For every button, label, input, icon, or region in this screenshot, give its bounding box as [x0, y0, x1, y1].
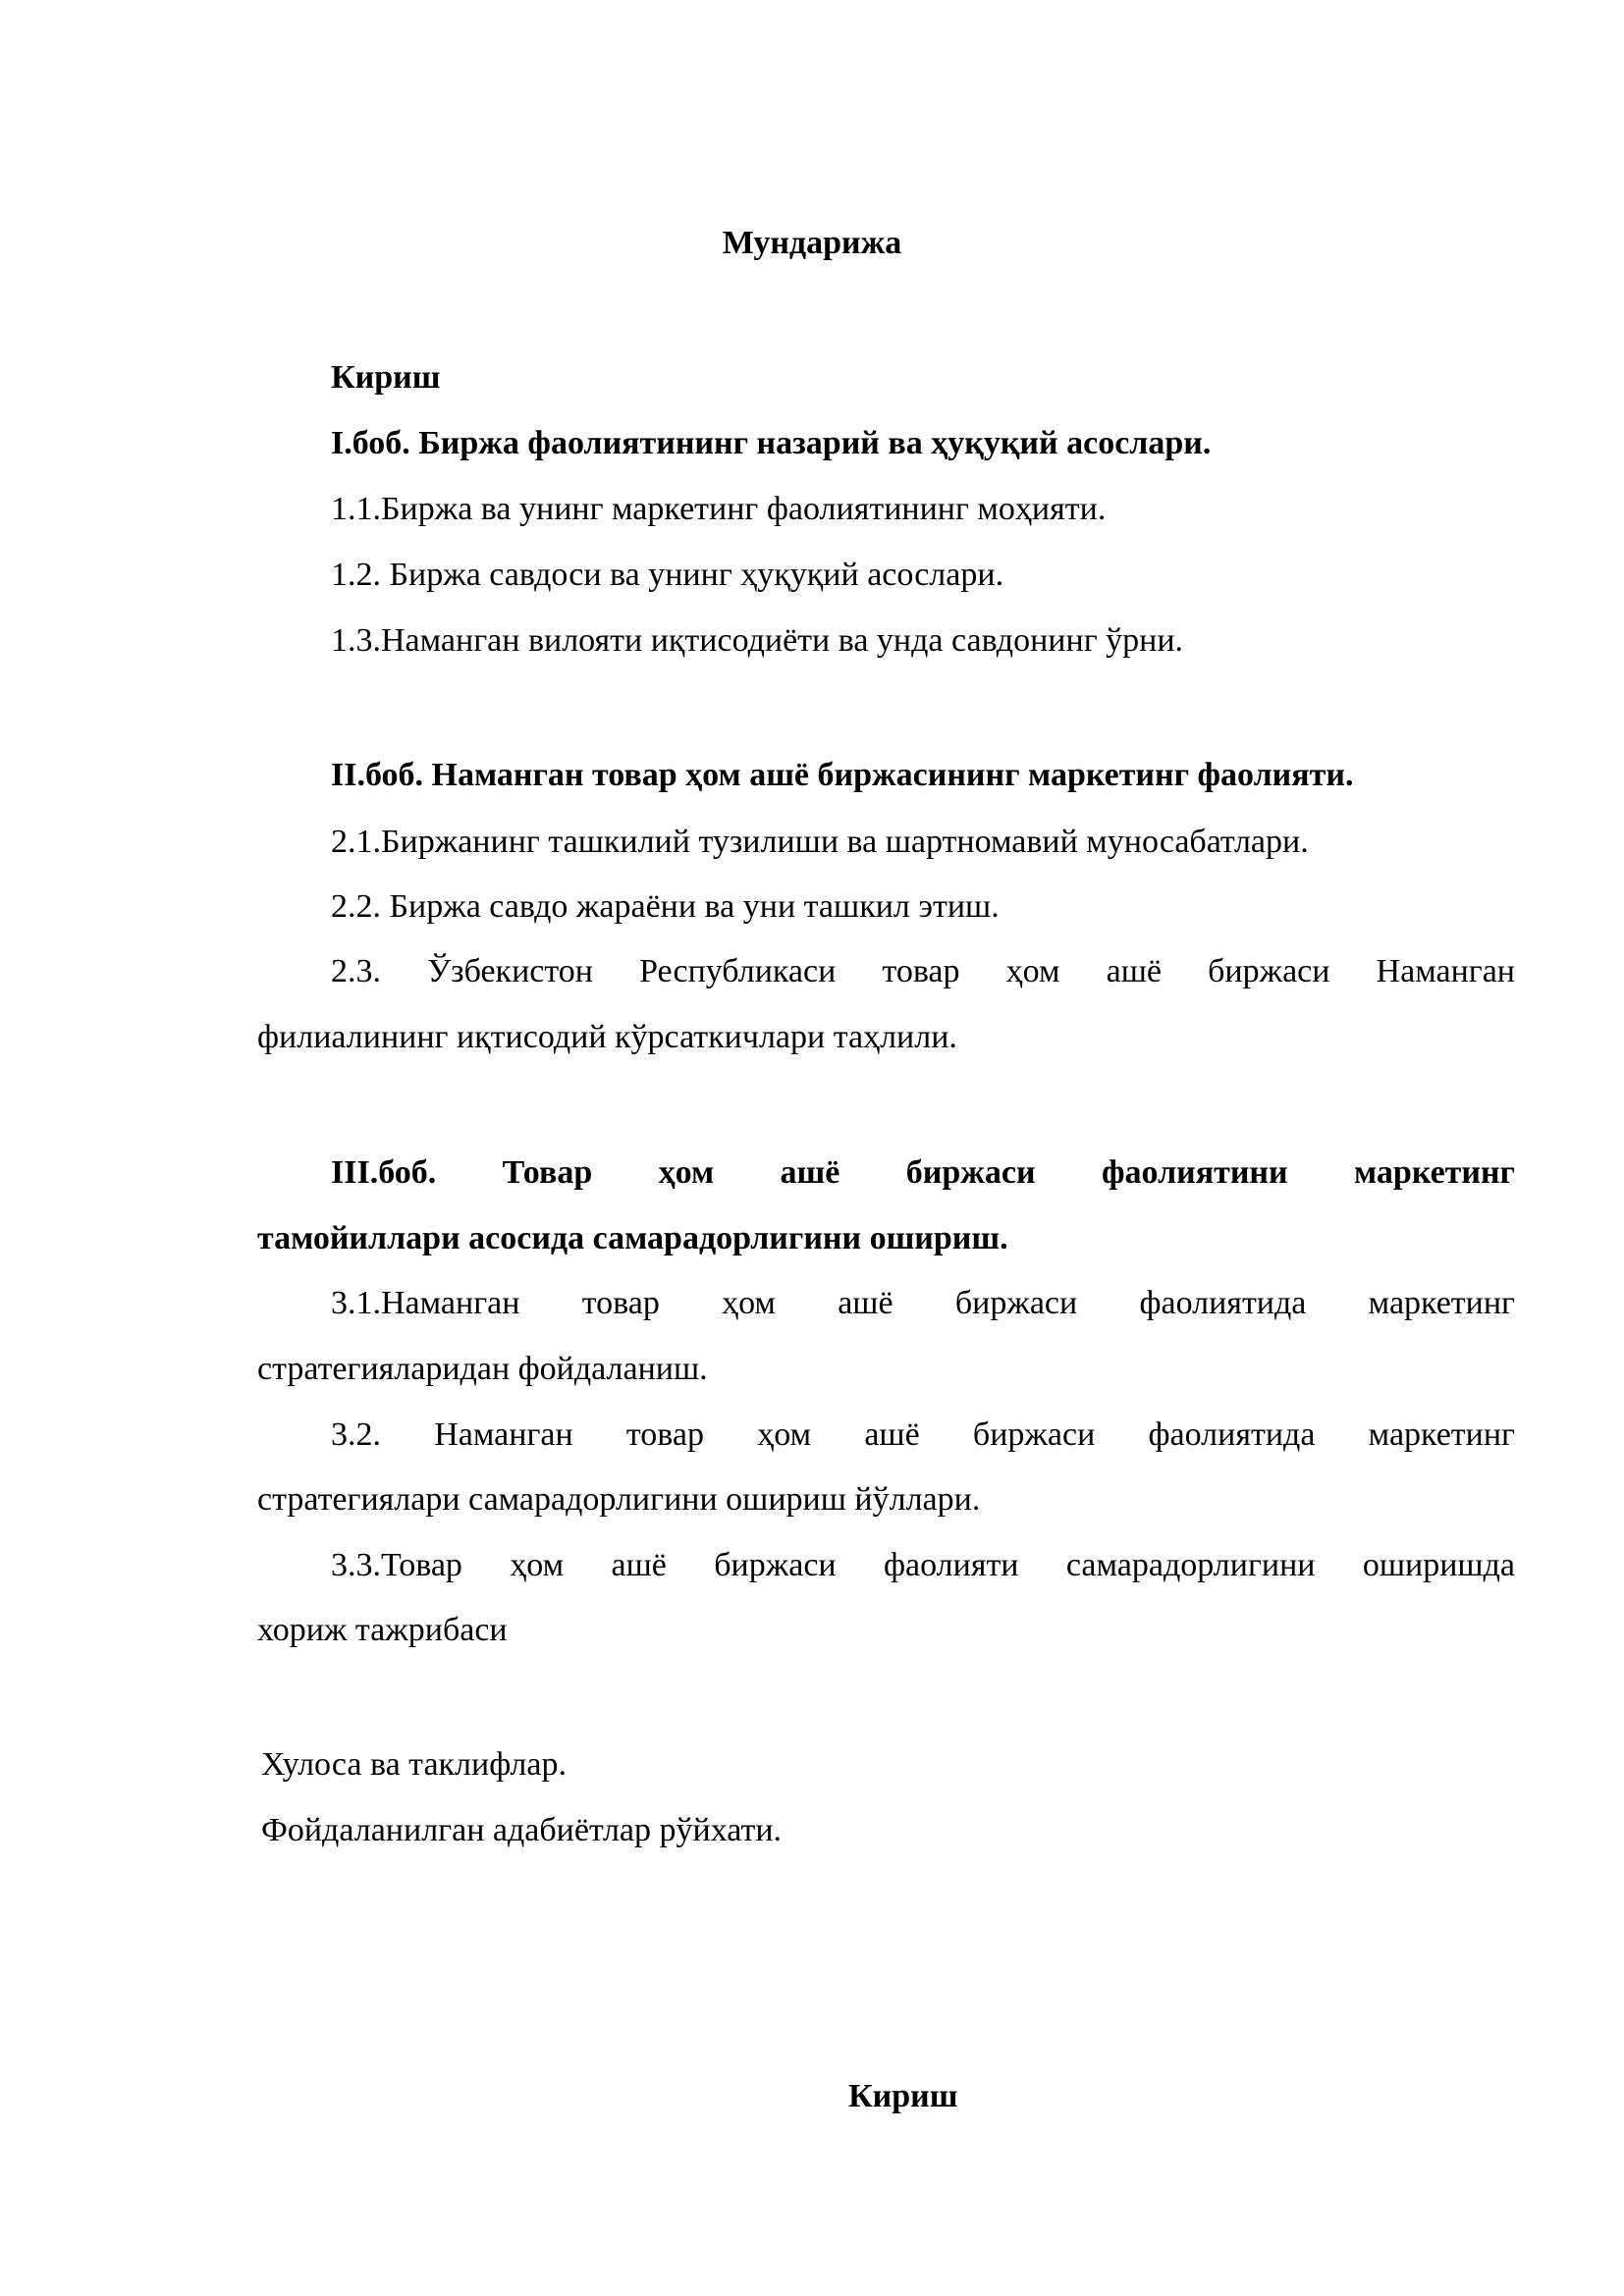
chapter3-item-2-line2: стратегиялари самарадорлигини ошириш йўллари. [257, 1481, 981, 1518]
chapter2-item-1: 2.1.Биржанинг ташкилий тузилиши ва шартномавий муносабатлари. [331, 824, 1309, 860]
chapter2-item-3-line1: 2.3. Ўзбекистон Республикаси товар ҳом ашё биржаси Наманган [331, 953, 1515, 989]
chapter3-item-2-line1: 3.2. Наманган товар ҳом ашё биржаси фаолиятида маркетинг [331, 1416, 1515, 1453]
chapter3-item-1-line2: стратегияларидан фойдаланиш. [257, 1351, 708, 1387]
toc-conclusion: Хулоса ва таклифлар. [261, 1746, 567, 1783]
chapter3-item-3-line1: 3.3.Товар ҳом ашё биржаси фаолияти самарадорлигини оширишда [331, 1547, 1515, 1583]
chapter2-heading: II.боб. Наманган товар ҳом ашё биржасининг маркетинг фаолияти. [331, 757, 1354, 793]
chapter3-heading-line2: тамойиллари асосида самарадорлигини ошириш. [257, 1220, 1008, 1256]
section-heading-intro: Кириш [848, 2078, 958, 2114]
chapter2-item-3-line2: филиалининг иқтисодий кўрсаткичлари таҳлили. [257, 1019, 957, 1055]
toc-intro: Кириш [331, 359, 441, 396]
chapter1-item-2: 1.2. Биржа савдоси ва унинг ҳуқуқий асослари. [331, 557, 1004, 593]
chapter3-item-3-line2: хориж тажрибаси [257, 1612, 508, 1648]
chapter1-item-3: 1.3.Наманган вилояти иқтисодиёти ва унда савдонинг ўрни. [331, 622, 1184, 659]
chapter1-item-1: 1.1.Биржа ва унинг маркетинг фаолиятининг моҳияти. [331, 491, 1107, 527]
toc-title: Мундарижа [722, 225, 902, 261]
chapter1-heading: I.боб. Биржа фаолиятининг назарий ва ҳуқуқий асослари. [331, 425, 1212, 461]
toc-references: Фойдаланилган адабиётлар рўйхати. [261, 1812, 783, 1848]
chapter3-item-1-line1: 3.1.Наманган товар ҳом ашё биржаси фаолиятида маркетинг [331, 1285, 1515, 1321]
chapter3-heading-line1: III.боб. Товар ҳом ашё биржаси фаолиятини маркетинг [331, 1154, 1515, 1191]
chapter2-item-2: 2.2. Биржа савдо жараёни ва уни ташкил этиш. [331, 888, 1000, 925]
